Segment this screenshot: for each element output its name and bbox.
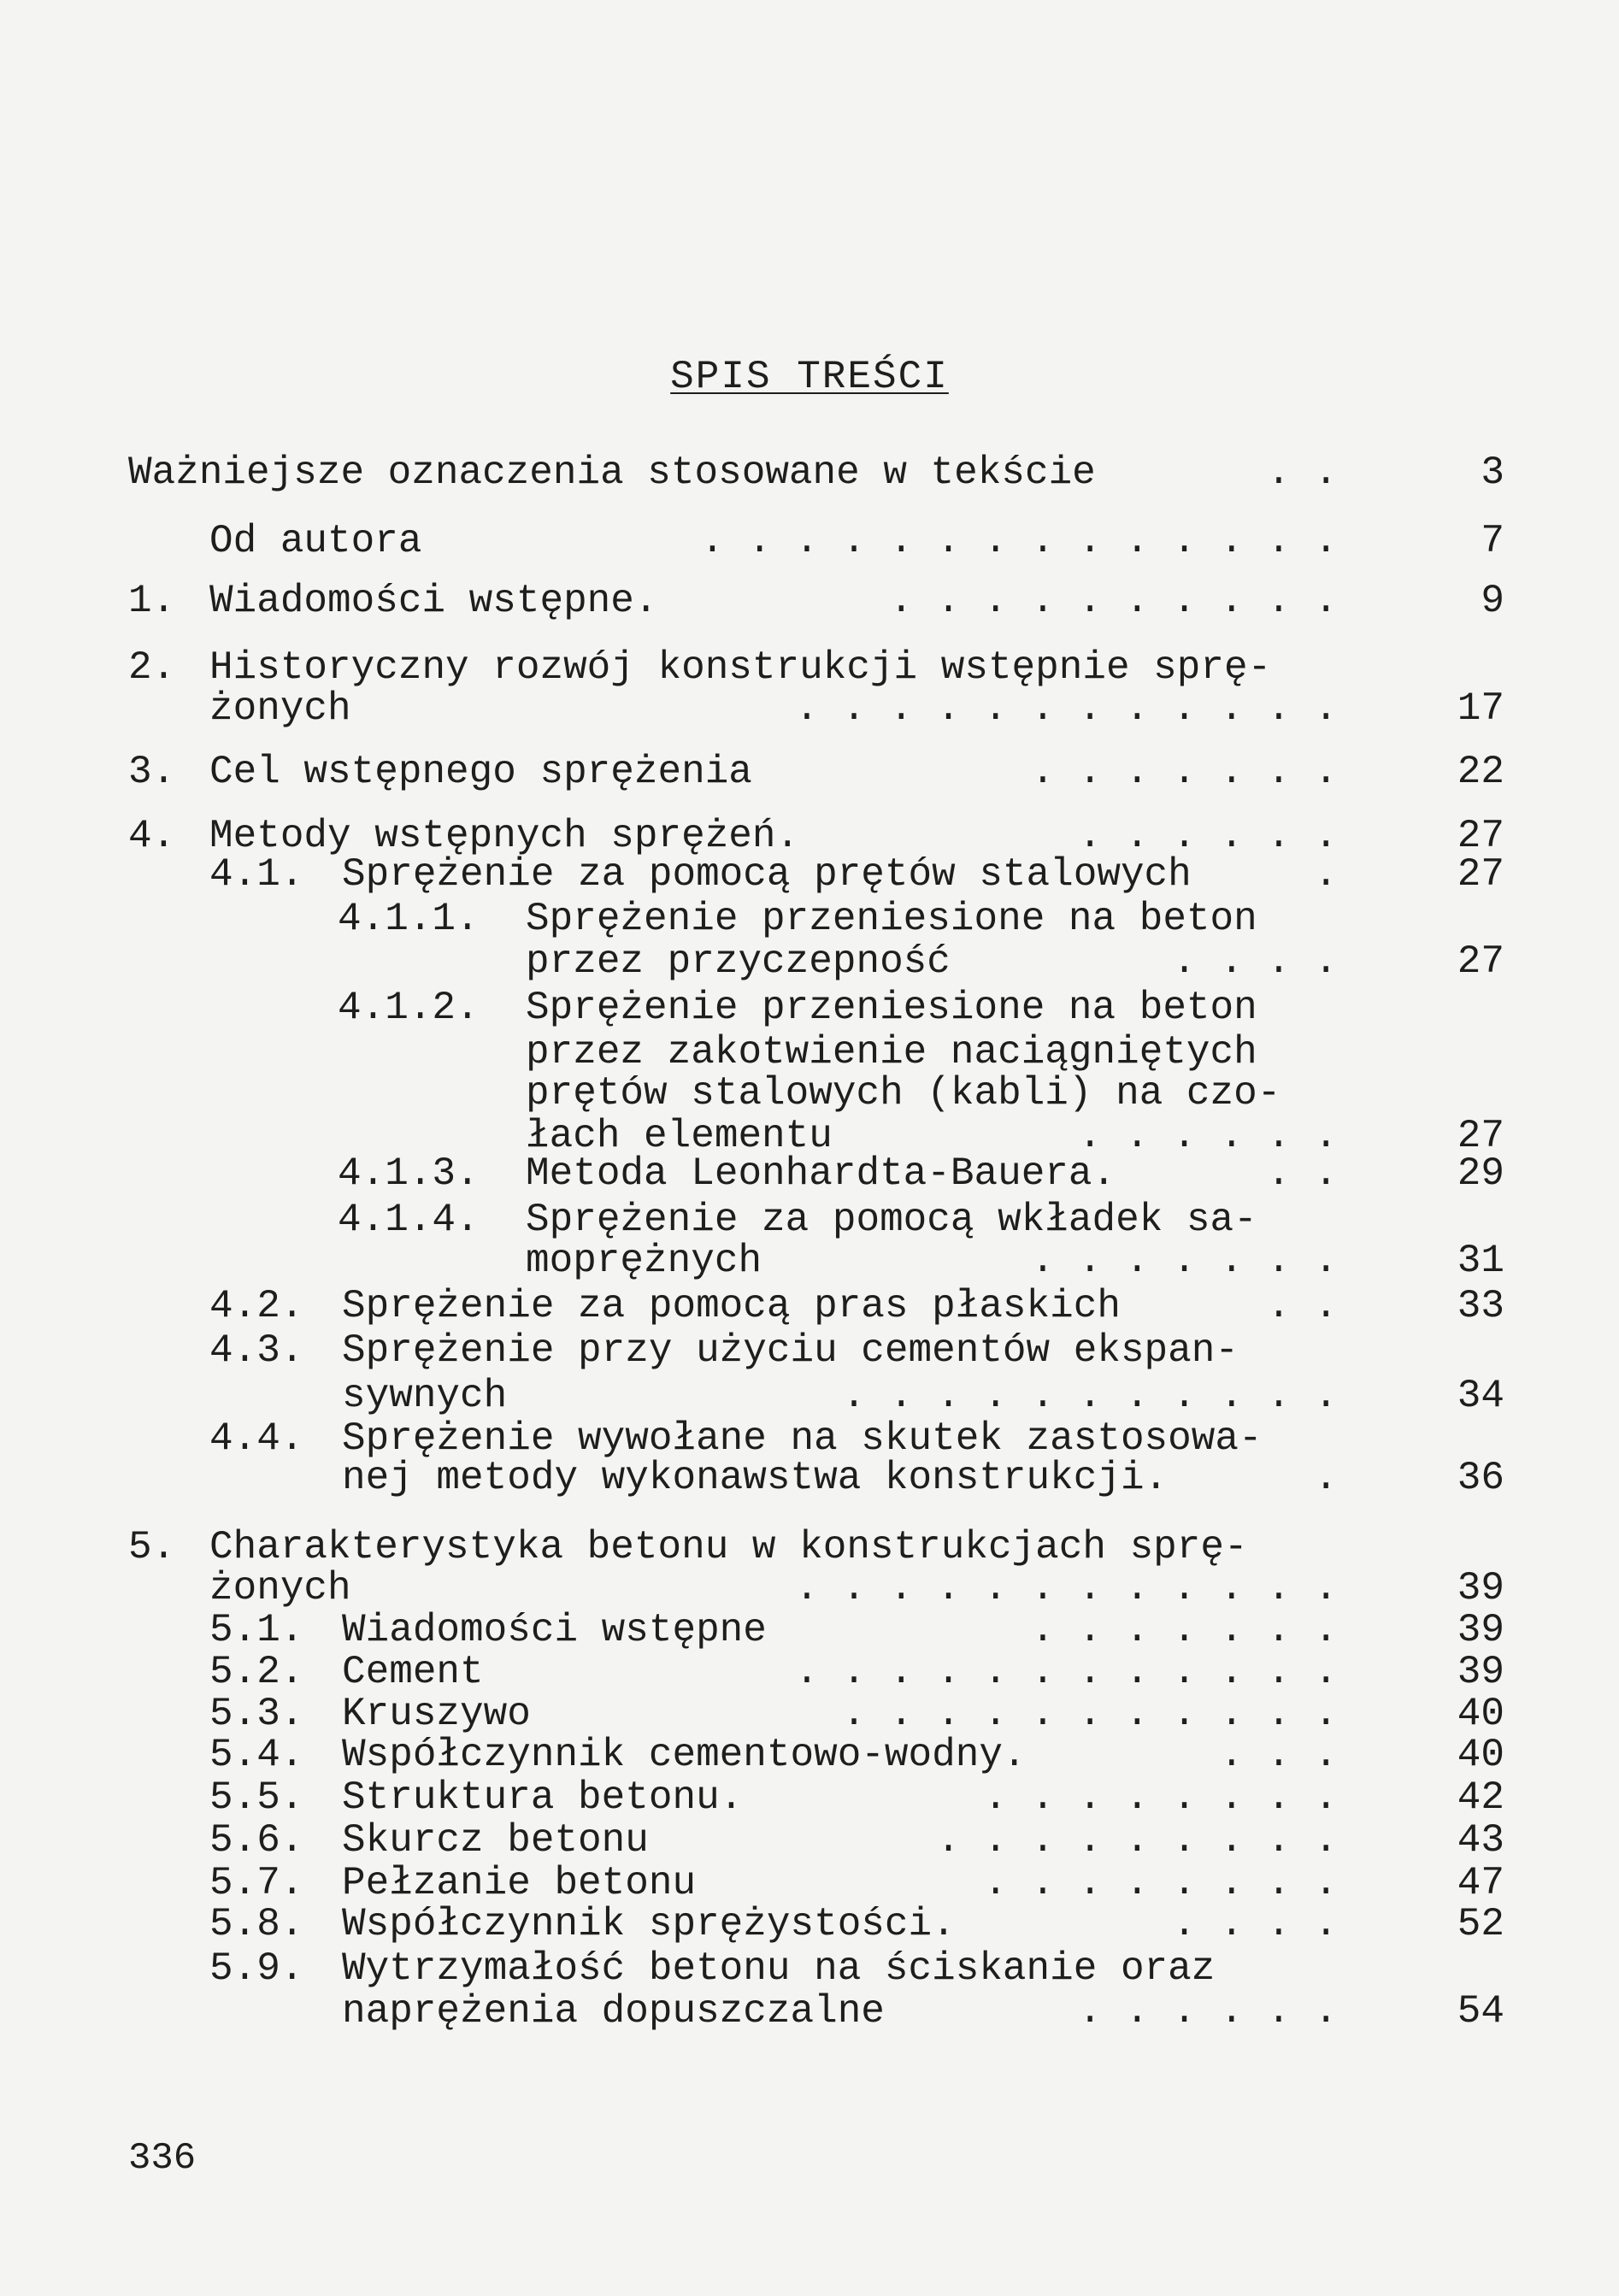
toc-page-number: 40 [1457,1733,1504,1777]
toc-page-number: 47 [1457,1861,1504,1905]
toc-entry-text: przez przyczepność [526,939,951,984]
toc-entry-text: Sprężenie za pomocą wkładek sa- [526,1198,1257,1242]
toc-entry-number: 1. [128,579,176,623]
toc-entry-text: Kruszywo [342,1692,531,1736]
toc-page-number: 39 [1457,1566,1504,1610]
toc-entry-text: sywnych [342,1374,508,1418]
toc-page-number: 43 [1457,1818,1504,1863]
toc-entry-text: Od autora [209,519,422,563]
toc-entry-text: Cement [342,1650,484,1694]
toc-page-number: 52 [1457,1902,1504,1946]
toc-entry-text: Metoda Leonhardta-Bauera. [526,1151,1116,1196]
toc-entry-text: Wytrzymałość betonu na ściskanie oraz [342,1946,1216,1991]
toc-page-number: 7 [1481,519,1504,563]
toc-entry-text: nej metody wykonawstwa konstrukcji. [342,1456,1169,1500]
toc-page-number: 39 [1457,1650,1504,1694]
toc-entry-text: Historyczny rozwój konstrukcji wstępnie sprę- [209,645,1272,690]
toc-leader-dots: . . . . . . . . . . [889,579,1338,623]
toc-leader-dots: . . . . . . [1078,1989,1338,2034]
toc-entry-number: 4.1. [209,852,304,897]
toc-page-number: 34 [1457,1374,1504,1418]
toc-page-number: 40 [1457,1692,1504,1736]
toc-leader-dots: . . . . . . [1078,814,1338,858]
page-number: 336 [128,2137,197,2180]
toc-leader-dots: . . . . . . . . . . . . [795,686,1338,731]
toc-page-number: 42 [1457,1775,1504,1820]
toc-entry-number: 5.3. [209,1692,304,1736]
toc-entry-number: 5.8. [209,1902,304,1946]
toc-entry-number: 4. [128,814,176,858]
toc-entry-number: 5.6. [209,1818,304,1863]
toc-leader-dots: . . . . [1172,939,1338,984]
toc-entry-number: 5.5. [209,1775,304,1820]
toc-leader-dots: . . . . . . . . [983,1775,1338,1820]
toc-entry-text: Sprężenie przeniesione na beton [526,986,1257,1030]
toc-page-number: 17 [1457,686,1504,731]
toc-leader-dots: . . [1267,450,1338,495]
toc-leader-dots: . . . . . . . . [983,1861,1338,1905]
toc-entry-text: moprężnych [526,1239,762,1283]
toc-entry-number: 5.2. [209,1650,304,1694]
toc-entry-text: Sprężenie przeniesione na beton [526,897,1257,941]
toc-entry-text: Cel wstępnego sprężenia [209,750,752,794]
toc-entry-text: Wiadomości wstępne [342,1608,767,1652]
toc-entry-text: Skurcz betonu [342,1818,649,1863]
toc-entry-text: Współczynnik sprężystości. [342,1902,956,1946]
toc-entry-text: łach elementu [526,1114,833,1158]
toc-page-number: 3 [1481,450,1504,495]
toc-entry-text: Sprężenie za pomocą pras płaskich [342,1284,1121,1328]
toc-entry-number: 4.1.2. [338,986,480,1030]
toc-page-number: 22 [1457,750,1504,794]
toc-page-number: 33 [1457,1284,1504,1328]
toc-entry-text: żonych [209,1566,351,1610]
toc-entry-text: Sprężenie przy użyciu cementów ekspan- [342,1328,1239,1373]
toc-entry-number: 4.3. [209,1328,304,1373]
toc-page-number: 36 [1457,1456,1504,1500]
toc-page-number: 39 [1457,1608,1504,1652]
toc-entry-text: Charakterystyka betonu w konstrukcjach sprę- [209,1525,1248,1569]
toc-page-number: 27 [1457,852,1504,897]
toc-entry-number: 5.9. [209,1946,304,1991]
toc-entry-text: żonych [209,686,351,731]
toc-entry-number: 5.1. [209,1608,304,1652]
toc-entry-text: prętów stalowych (kabli) na czo- [526,1071,1281,1116]
toc-page-number: 29 [1457,1151,1504,1196]
toc-leader-dots: . . . . . . . [1031,750,1338,794]
toc-leader-dots: . . . [1219,1733,1338,1777]
toc-leader-dots: . . . . . . . . . [936,1818,1338,1863]
toc-entry-number: 2. [128,645,176,690]
toc-leader-dots: . . . . . . . . . . . [842,1692,1338,1736]
toc-entry-number: 4.1.4. [338,1198,480,1242]
toc-page-number: 27 [1457,939,1504,984]
toc-leader-dots: . . . . [1172,1902,1338,1946]
toc-entry-text: Metody wstępnych sprężeń. [209,814,800,858]
toc-page-number: 27 [1457,814,1504,858]
toc-entry-text: Struktura betonu. [342,1775,744,1820]
toc-entry-text: Wiadomości wstępne. [209,579,658,623]
toc-entry-text: Pełzanie betonu [342,1861,697,1905]
toc-page-number: 31 [1457,1239,1504,1283]
toc-page-number: 54 [1457,1989,1504,2034]
toc-entry-text: Sprężenie wywołane na skutek zastosowa- [342,1416,1263,1461]
toc-leader-dots: . . . . . . . . . . . . [795,1650,1338,1694]
toc-entry-number: 4.2. [209,1284,304,1328]
toc-leader-dots: . . [1267,1151,1338,1196]
toc-entry-number: 3. [128,750,176,794]
toc-entry-number: 5. [128,1525,176,1569]
toc-leader-dots: . . . . . . . [1031,1239,1338,1283]
toc-leader-dots: . . [1267,1284,1338,1328]
toc-entry-number: 4.4. [209,1416,304,1461]
toc-leader-dots: . . . . . . . [1031,1608,1338,1652]
toc-entry-number: 5.4. [209,1733,304,1777]
toc-page-number: 27 [1457,1114,1504,1158]
toc-entry-text: przez zakotwienie naciągniętych [526,1030,1257,1074]
toc-entry-text: Ważniejsze oznaczenia stosowane w tekście [128,450,1096,495]
page-title: SPIS TREŚCI [670,355,949,399]
toc-entry-number: 5.7. [209,1861,304,1905]
toc-leader-dots: . [1314,1456,1338,1500]
toc-entry-text: Sprężenie za pomocą prętów stalowych [342,852,1192,897]
toc-leader-dots: . . . . . . . . . . . . [795,1566,1338,1610]
toc-page-number: 9 [1481,579,1504,623]
toc-entry-number: 4.1.1. [338,897,480,941]
toc-leader-dots: . . . . . . [1078,1114,1338,1158]
toc-entry-text: Współczynnik cementowo-wodny. [342,1733,1027,1777]
toc-leader-dots: . . . . . . . . . . . [842,1374,1338,1418]
toc-entry-number: 4.1.3. [338,1151,480,1196]
toc-entry-text: naprężenia dopuszczalne [342,1989,885,2034]
toc-leader-dots: . [1314,852,1338,897]
toc-leader-dots: . . . . . . . . . . . . . . [700,519,1338,563]
